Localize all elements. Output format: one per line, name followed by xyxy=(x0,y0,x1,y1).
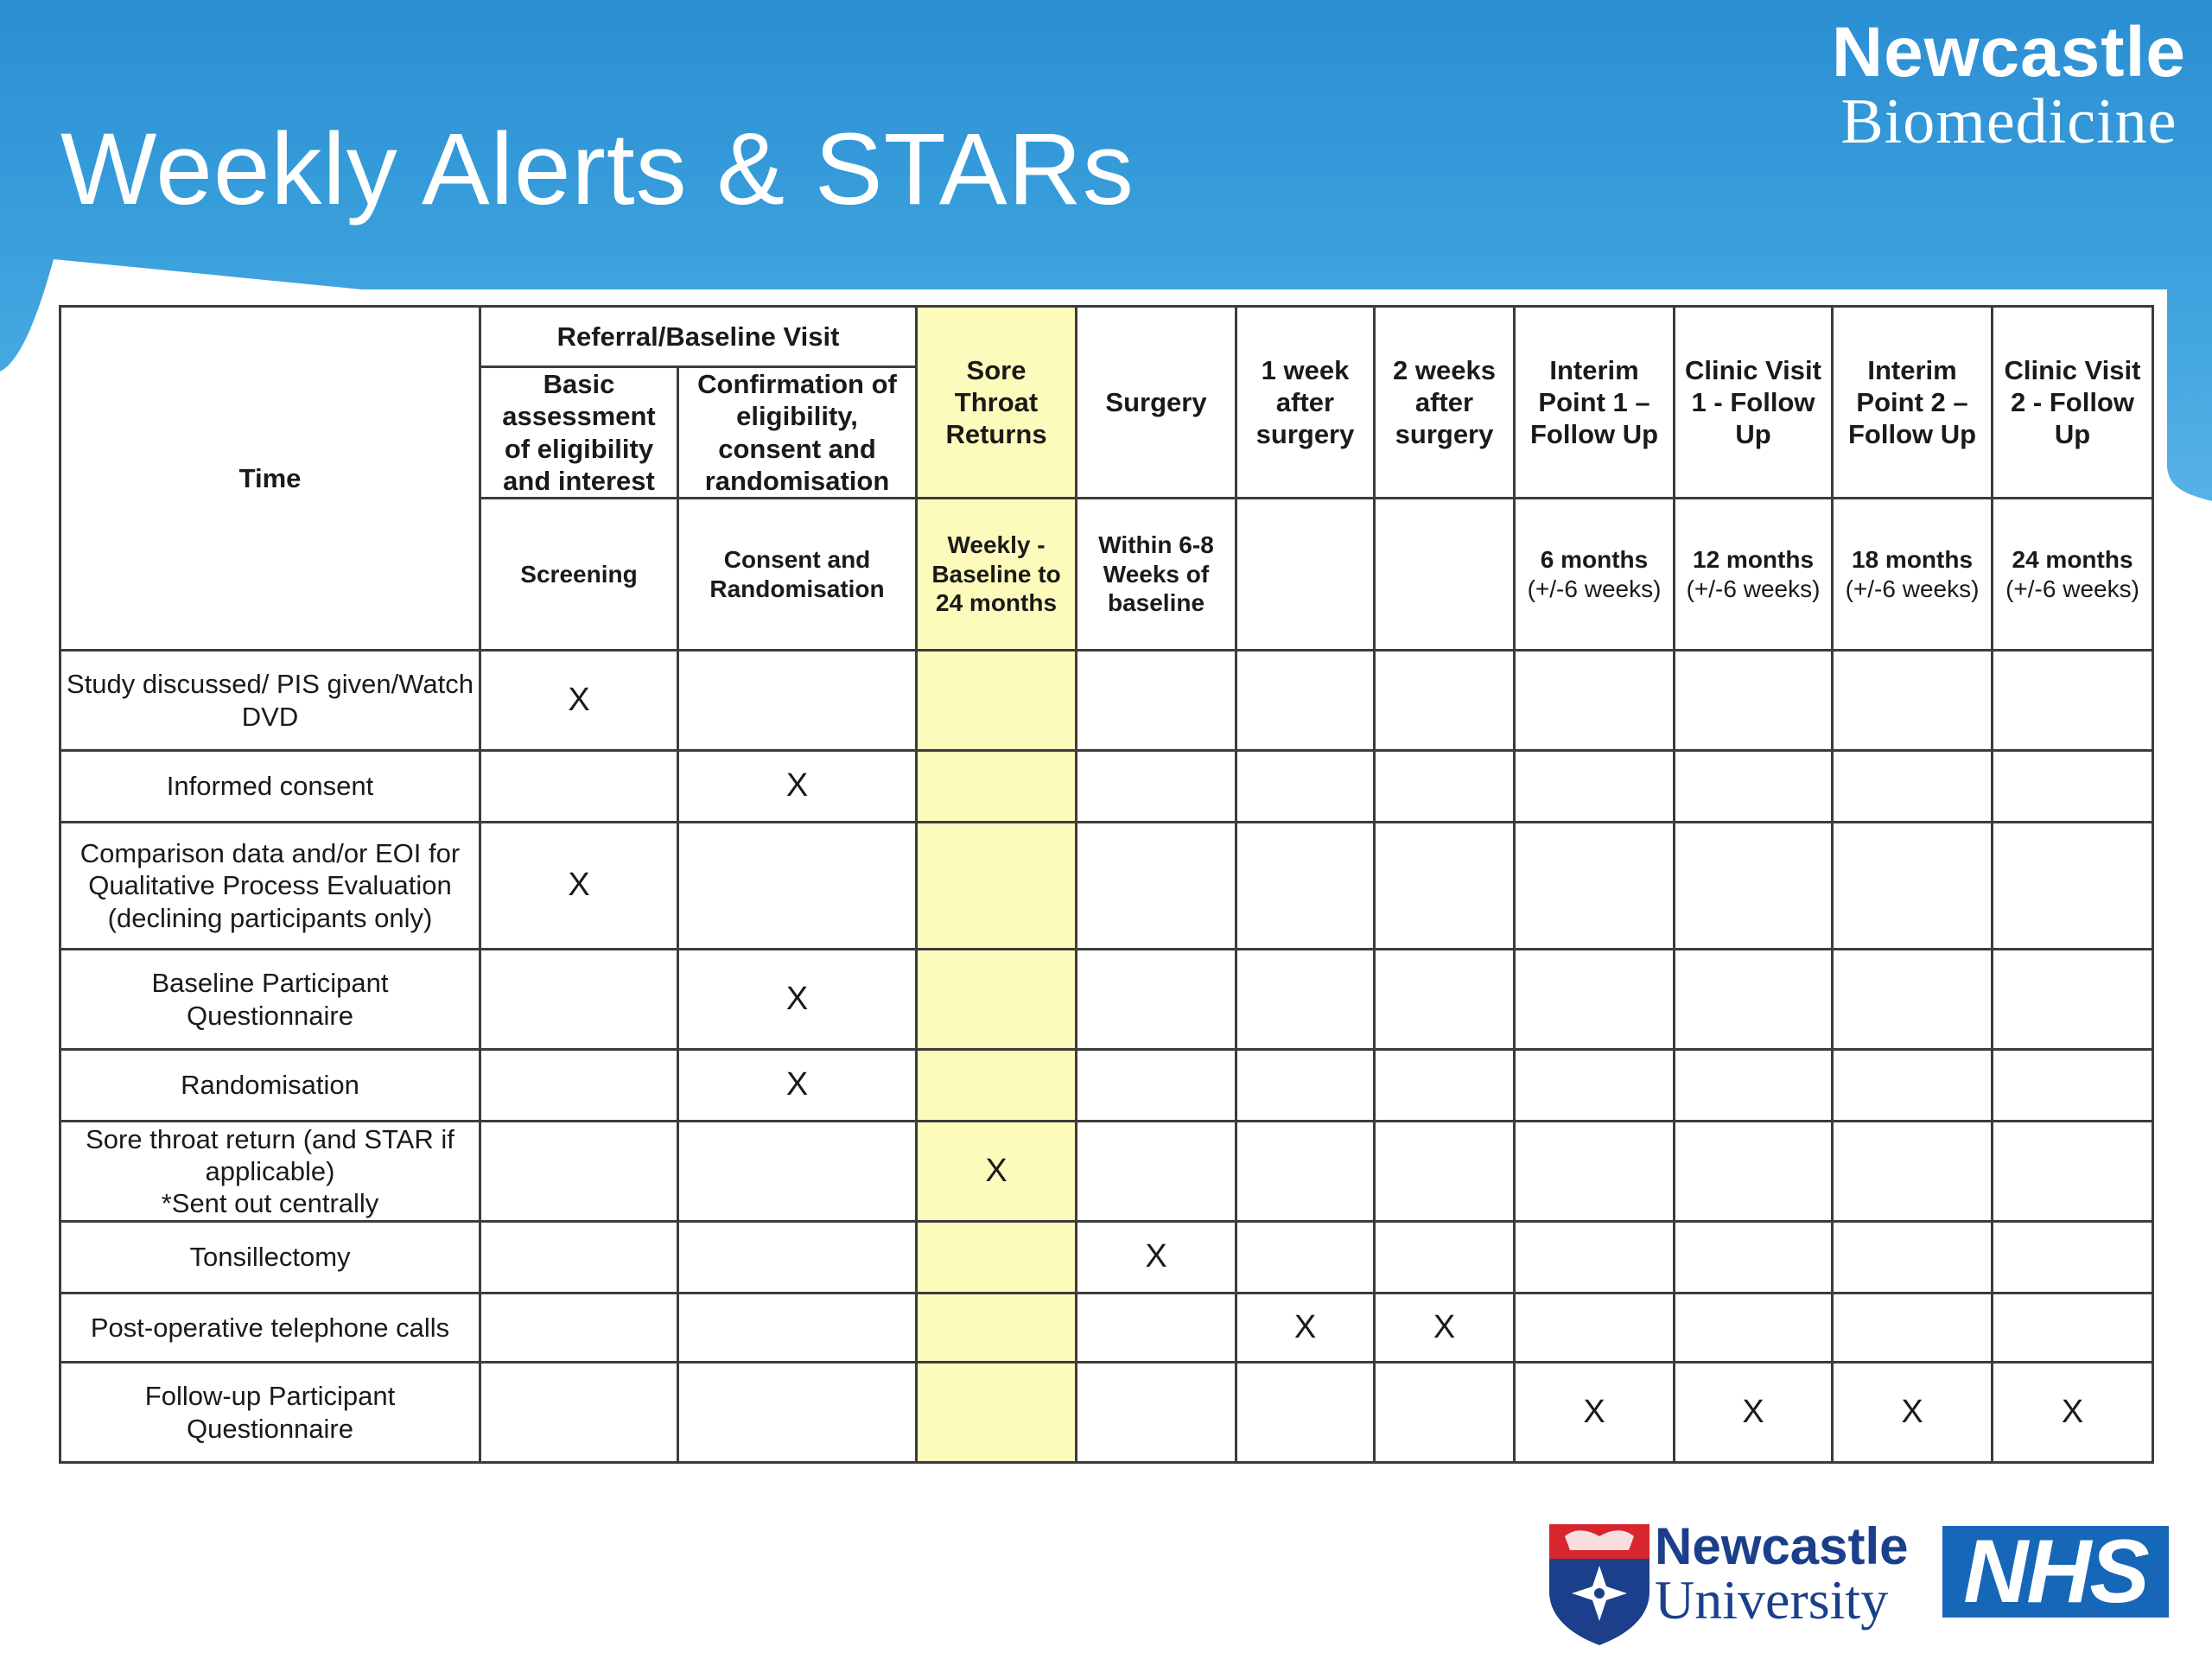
table-row xyxy=(60,1294,2153,1363)
table-row xyxy=(60,751,2153,823)
slide-title: Weekly Alerts & STARs xyxy=(60,112,1135,226)
timing-consent: Consent and Randomisation xyxy=(678,499,917,651)
schedule-cell: X xyxy=(678,1050,917,1122)
column-header-confirmation: Confirmation of eligibility, consent and randomisation xyxy=(678,367,917,499)
timing-6-months xyxy=(1515,499,1675,651)
schedule-cell xyxy=(1375,651,1515,751)
timing-period: 6 months xyxy=(1540,545,1649,573)
schedule-cell xyxy=(1993,823,2153,950)
schedule-cell xyxy=(678,651,917,751)
column-header-1-week: 1 week after surgery xyxy=(1236,307,1375,499)
activity-label-note: *Sent out centrally xyxy=(161,1188,379,1219)
table-row xyxy=(60,651,2153,751)
column-header-clinic-1: Clinic Visit 1 - Follow Up xyxy=(1675,307,1833,499)
schedule-cell xyxy=(917,823,1077,950)
schedule-cell xyxy=(1077,823,1236,950)
schedule-cell xyxy=(917,751,1077,823)
schedule-cell xyxy=(1236,1222,1375,1294)
schedule-cell xyxy=(917,651,1077,751)
schedule-cell xyxy=(480,950,678,1050)
table-row xyxy=(60,823,2153,950)
schedule-cell xyxy=(480,751,678,823)
university-logo-line-1: Newcastle xyxy=(1655,1517,1909,1575)
schedule-cell xyxy=(917,1294,1077,1363)
schedule-cell xyxy=(1993,1050,2153,1122)
timing-1-week xyxy=(1236,499,1375,651)
schedule-cell xyxy=(1077,1294,1236,1363)
activity-label: Baseline Participant Questionnaire xyxy=(60,950,480,1050)
table-row xyxy=(60,1363,2153,1463)
activity-label: Follow-up Participant Questionnaire xyxy=(60,1363,480,1463)
schedule-cell xyxy=(1375,950,1515,1050)
time-header: Time xyxy=(60,307,480,651)
schedule-cell xyxy=(1993,651,2153,751)
schedule-cell xyxy=(1675,1222,1833,1294)
schedule-cell xyxy=(1077,1363,1236,1463)
schedule-cell: X xyxy=(480,823,678,950)
schedule-cell xyxy=(1375,1363,1515,1463)
university-logo-line-2: University xyxy=(1655,1569,1889,1630)
schedule-cell xyxy=(480,1050,678,1122)
schedule-cell xyxy=(1675,823,1833,950)
schedule-cell xyxy=(1375,751,1515,823)
schedule-cell xyxy=(917,1222,1077,1294)
schedule-cell xyxy=(1833,1294,1993,1363)
schedule-cell xyxy=(1236,651,1375,751)
schedule-cell xyxy=(678,1363,917,1463)
schedule-cell xyxy=(1833,1122,1993,1222)
activity-label: Post-operative telephone calls xyxy=(60,1294,480,1363)
university-logo xyxy=(1655,1517,1909,1630)
schedule-cell xyxy=(1515,1294,1675,1363)
schedule-cell xyxy=(1833,950,1993,1050)
schedule-cell xyxy=(1833,651,1993,751)
schedule-cell xyxy=(1833,1222,1993,1294)
schedule-cell: X xyxy=(1375,1294,1515,1363)
schedule-cell xyxy=(678,1222,917,1294)
schedule-cell xyxy=(1375,823,1515,950)
schedule-cell: X xyxy=(678,950,917,1050)
activity-label: Informed consent xyxy=(60,751,480,823)
schedule-cell: X xyxy=(1236,1294,1375,1363)
schedule-cell xyxy=(1675,651,1833,751)
schedule-cell xyxy=(1077,751,1236,823)
table-row xyxy=(60,1122,2153,1222)
schedule-cell xyxy=(1675,950,1833,1050)
schedule-cell xyxy=(917,1363,1077,1463)
schedule-cell xyxy=(1077,1050,1236,1122)
schedule-cell xyxy=(1675,1050,1833,1122)
schedule-cell xyxy=(1993,1122,2153,1222)
schedule-cell xyxy=(1833,751,1993,823)
schedule-cell xyxy=(480,1222,678,1294)
schedule-cell xyxy=(1993,751,2153,823)
schedule-cell xyxy=(1675,1122,1833,1222)
schedule-cell xyxy=(678,1294,917,1363)
schedule-cell xyxy=(1236,1122,1375,1222)
timing-period: 18 months xyxy=(1852,545,1974,573)
schedule-cell xyxy=(1375,1122,1515,1222)
timing-window: (+/-6 weeks) xyxy=(1686,575,1821,602)
column-header-interim-1: Interim Point 1 – Follow Up xyxy=(1515,307,1675,499)
timing-window: (+/-6 weeks) xyxy=(1527,575,1662,602)
activity-label-main: Sore throat return (and STAR if applicable) xyxy=(86,1123,454,1186)
activity-label: Randomisation xyxy=(60,1050,480,1122)
timing-window: (+/-6 weeks) xyxy=(1845,575,1980,602)
activity-label: Comparison data and/or EOI for Qualitative Process Evaluation (declining participants only) xyxy=(60,823,480,950)
schedule-cell xyxy=(1675,751,1833,823)
schedule-cell xyxy=(917,950,1077,1050)
schedule-cell xyxy=(1515,950,1675,1050)
schedule-cell xyxy=(1375,1222,1515,1294)
schedule-cell xyxy=(480,1363,678,1463)
schedule-cell xyxy=(1515,823,1675,950)
column-header-surgery: Surgery xyxy=(1077,307,1236,499)
schedule-cell: X xyxy=(1993,1363,2153,1463)
schedule-cell xyxy=(1236,950,1375,1050)
timing-24-months xyxy=(1993,499,2153,651)
schedule-cell xyxy=(1833,1050,1993,1122)
schedule-cell xyxy=(917,1050,1077,1122)
schedule-cell xyxy=(1375,1050,1515,1122)
schedule-cell: X xyxy=(1833,1363,1993,1463)
schedule-cell xyxy=(480,1122,678,1222)
schedule-cell xyxy=(678,1122,917,1222)
timing-period: 12 months xyxy=(1693,545,1815,573)
schedule-cell xyxy=(1993,1294,2153,1363)
schedule-cell xyxy=(1515,1122,1675,1222)
brand-line-1: Newcastle xyxy=(1831,13,2186,92)
table-row xyxy=(60,1222,2153,1294)
schedule-cell xyxy=(1236,823,1375,950)
schedule-cell xyxy=(1077,950,1236,1050)
column-header-2-weeks: 2 weeks after surgery xyxy=(1375,307,1515,499)
brand-line-2: Biomedicine xyxy=(1840,86,2177,157)
schedule-cell xyxy=(1675,1294,1833,1363)
schedule-cell xyxy=(1515,751,1675,823)
schedule-cell xyxy=(678,823,917,950)
schedule-cell xyxy=(1515,1050,1675,1122)
schedule-cell xyxy=(480,1294,678,1363)
activity-label: Study discussed/ PIS given/Watch DVD xyxy=(60,651,480,751)
activity-label: Tonsillectomy xyxy=(60,1222,480,1294)
schedule-cell xyxy=(1993,1222,2153,1294)
schedule-cell: X xyxy=(678,751,917,823)
header-row-1 xyxy=(60,307,2153,367)
timing-18-months xyxy=(1833,499,1993,651)
timing-screening: Screening xyxy=(480,499,678,651)
schedule-cell: X xyxy=(1515,1363,1675,1463)
column-header-interim-2: Interim Point 2 – Follow Up xyxy=(1833,307,1993,499)
schedule-cell: X xyxy=(480,651,678,751)
column-header-clinic-2: Clinic Visit 2 - Follow Up xyxy=(1993,307,2153,499)
activity-label xyxy=(60,1122,480,1222)
schedule-table xyxy=(59,305,2154,1464)
column-header-basic-assessment: Basic assessment of eligibility and interest xyxy=(480,367,678,499)
schedule-cell xyxy=(1077,1122,1236,1222)
nhs-logo: NHS xyxy=(1942,1526,2169,1618)
schedule-cell xyxy=(1236,1050,1375,1122)
column-header-sore-throat: Sore Throat Returns xyxy=(917,307,1077,499)
schedule-cell: X xyxy=(1675,1363,1833,1463)
schedule-cell xyxy=(1236,751,1375,823)
table-row xyxy=(60,1050,2153,1122)
schedule-cell xyxy=(1236,1363,1375,1463)
schedule-cell xyxy=(1993,950,2153,1050)
timing-2-weeks xyxy=(1375,499,1515,651)
schedule-cell xyxy=(1077,651,1236,751)
timing-period: 24 months xyxy=(2012,545,2133,573)
schedule-cell xyxy=(1515,651,1675,751)
schedule-cell: X xyxy=(1077,1222,1236,1294)
schedule-cell xyxy=(1833,823,1993,950)
timing-window: (+/-6 weeks) xyxy=(2005,575,2139,602)
brand-logo xyxy=(1831,13,2186,157)
university-crest-icon xyxy=(1549,1524,1649,1645)
timing-surgery: Within 6-8 Weeks of baseline xyxy=(1077,499,1236,651)
schedule-cell: X xyxy=(917,1122,1077,1222)
group-header: Referral/Baseline Visit xyxy=(480,307,917,367)
timing-weekly: Weekly - Baseline to 24 months xyxy=(917,499,1077,651)
timing-12-months xyxy=(1675,499,1833,651)
table-row xyxy=(60,950,2153,1050)
schedule-cell xyxy=(1515,1222,1675,1294)
